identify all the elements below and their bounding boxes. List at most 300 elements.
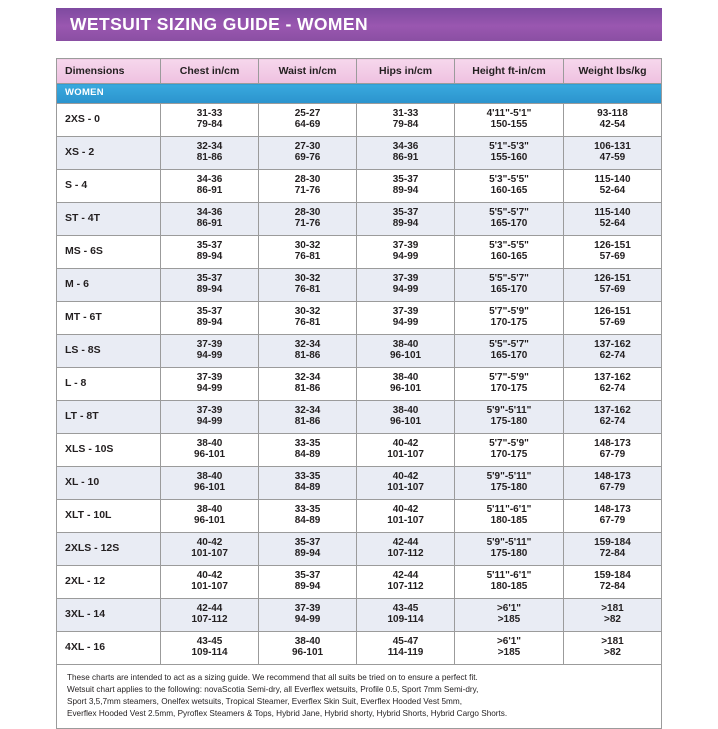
- value-cm: 81-86: [196, 152, 223, 163]
- row-waist: [259, 269, 357, 302]
- value-lbs: 148-173: [594, 438, 631, 450]
- value-ftin: 5'9"-5'11": [486, 537, 532, 549]
- value-cm: 79-84: [196, 119, 223, 130]
- value-cm: 69-76: [294, 152, 321, 163]
- value-kg: 67-79: [599, 449, 626, 460]
- footer-line-1: These charts are intended to act as a sizing guide. We recommend that all suits be tried on to ensure a perfect fit.: [67, 673, 478, 682]
- row-chest: [161, 632, 259, 665]
- row-chest: [161, 302, 259, 335]
- row-label: M - 6: [57, 269, 161, 302]
- column-header-waist: Waist in/cm: [259, 59, 357, 84]
- value-in: 34-36: [392, 141, 419, 153]
- value-kg: 57-69: [599, 251, 626, 262]
- value-kg: 47-59: [599, 152, 626, 163]
- row-weight: [563, 170, 661, 203]
- table-header: [57, 59, 662, 84]
- row-height: [455, 533, 564, 566]
- value-cm: 107-112: [387, 581, 424, 592]
- value-cm: 89-94: [392, 218, 419, 229]
- value-in: 42-44: [392, 537, 419, 549]
- value-cm: 114-119: [387, 647, 424, 658]
- row-label: LS - 8S: [57, 335, 161, 368]
- value-kg: >82: [603, 647, 621, 658]
- row-hips: [357, 203, 455, 236]
- value-cm: 170-175: [490, 317, 528, 328]
- row-hips: [357, 302, 455, 335]
- row-hips: [357, 335, 455, 368]
- row-waist: [259, 236, 357, 269]
- value-in: 35-37: [196, 273, 223, 285]
- table-section-header: [57, 84, 662, 104]
- row-waist: [259, 632, 357, 665]
- value-cm: 81-86: [294, 350, 321, 361]
- row-label: 2XS - 0: [57, 104, 161, 137]
- value-in: 43-45: [392, 603, 419, 615]
- value-cm: 94-99: [392, 251, 419, 262]
- value-cm: 64-69: [294, 119, 321, 130]
- value-cm: 71-76: [294, 218, 321, 229]
- row-height: [455, 632, 564, 665]
- table-row: [57, 500, 662, 533]
- value-in: 37-39: [196, 339, 223, 351]
- value-in: 33-35: [294, 471, 321, 483]
- value-cm: 96-101: [193, 482, 226, 493]
- row-waist: [259, 467, 357, 500]
- value-in: 37-39: [392, 273, 419, 285]
- value-cm: 71-76: [294, 185, 321, 196]
- row-weight: [563, 368, 661, 401]
- value-cm: 101-107: [191, 548, 228, 559]
- row-label: XLT - 10L: [57, 500, 161, 533]
- value-cm: 86-91: [196, 185, 223, 196]
- row-weight: [563, 401, 661, 434]
- row-label: L - 8: [57, 368, 161, 401]
- value-kg: 57-69: [599, 317, 626, 328]
- value-in: 32-34: [196, 141, 223, 153]
- row-weight: [563, 500, 661, 533]
- row-chest: [161, 236, 259, 269]
- value-in: 42-44: [196, 603, 223, 615]
- value-in: 28-30: [294, 174, 321, 186]
- row-waist: [259, 533, 357, 566]
- row-height: [455, 434, 564, 467]
- row-hips: [357, 236, 455, 269]
- table-row: [57, 269, 662, 302]
- footer-note: [56, 665, 662, 729]
- value-cm: 109-114: [191, 647, 228, 658]
- row-weight: [563, 632, 661, 665]
- value-kg: 72-84: [599, 581, 626, 592]
- row-weight: [563, 203, 661, 236]
- value-kg: 52-64: [599, 218, 626, 229]
- value-ftin: >6'1": [496, 603, 522, 615]
- table-row: [57, 302, 662, 335]
- row-chest: [161, 170, 259, 203]
- row-waist: [259, 104, 357, 137]
- value-cm: 101-107: [387, 482, 424, 493]
- row-height: [455, 104, 564, 137]
- table-row: [57, 170, 662, 203]
- value-cm: 155-160: [490, 152, 528, 163]
- table-row: [57, 104, 662, 137]
- row-hips: [357, 632, 455, 665]
- value-in: 40-42: [196, 570, 223, 582]
- row-chest: [161, 533, 259, 566]
- row-hips: [357, 170, 455, 203]
- row-hips: [357, 500, 455, 533]
- value-in: 37-39: [392, 306, 419, 318]
- table-row: [57, 335, 662, 368]
- value-cm: 94-99: [392, 284, 419, 295]
- value-in: 30-32: [294, 240, 321, 252]
- value-lbs: >181: [601, 636, 624, 648]
- value-cm: 180-185: [490, 515, 528, 526]
- value-kg: 62-74: [599, 350, 626, 361]
- sizing-table: [56, 58, 662, 665]
- row-chest: [161, 401, 259, 434]
- value-cm: 94-99: [196, 416, 223, 427]
- value-cm: 160-165: [490, 251, 528, 262]
- row-weight: [563, 566, 661, 599]
- value-cm: 89-94: [392, 185, 419, 196]
- value-cm: 170-175: [490, 383, 528, 394]
- row-weight: [563, 533, 661, 566]
- row-label: 3XL - 14: [57, 599, 161, 632]
- row-label: XS - 2: [57, 137, 161, 170]
- value-cm: 89-94: [196, 251, 223, 262]
- value-lbs: 137-162: [594, 372, 631, 384]
- value-in: 38-40: [392, 405, 419, 417]
- value-in: 37-39: [294, 603, 321, 615]
- row-waist: [259, 500, 357, 533]
- value-cm: 96-101: [389, 383, 422, 394]
- value-ftin: 5'11"-6'1": [486, 504, 532, 516]
- value-kg: 57-69: [599, 284, 626, 295]
- value-cm: 86-91: [392, 152, 419, 163]
- value-in: 35-37: [294, 570, 321, 582]
- row-hips: [357, 137, 455, 170]
- value-ftin: 5'9"-5'11": [486, 471, 532, 483]
- row-label: XLS - 10S: [57, 434, 161, 467]
- value-cm: 89-94: [294, 548, 321, 559]
- value-kg: 42-54: [599, 119, 626, 130]
- row-height: [455, 269, 564, 302]
- value-lbs: 148-173: [594, 504, 631, 516]
- value-ftin: 5'3"-5'5": [489, 240, 529, 252]
- row-waist: [259, 335, 357, 368]
- footer-line-2: Wetsuit chart applies to the following: novaScotia Semi-dry, all Everflex wetsuits, Profile 0.5, Sport 7mm Semi-dry,: [67, 684, 479, 694]
- row-hips: [357, 599, 455, 632]
- row-hips: [357, 401, 455, 434]
- value-ftin: 4'11"-5'1": [486, 108, 532, 120]
- value-cm: 89-94: [196, 317, 223, 328]
- table-row: [57, 533, 662, 566]
- value-in: 28-30: [294, 207, 321, 219]
- value-in: 34-36: [196, 207, 223, 219]
- value-in: 38-40: [196, 471, 223, 483]
- value-lbs: 159-184: [594, 570, 631, 582]
- value-ftin: >6'1": [496, 636, 522, 648]
- value-in: 30-32: [294, 273, 321, 285]
- value-kg: 72-84: [599, 548, 626, 559]
- row-waist: [259, 566, 357, 599]
- value-cm: 94-99: [392, 317, 419, 328]
- value-cm: 96-101: [389, 350, 422, 361]
- row-chest: [161, 500, 259, 533]
- row-height: [455, 500, 564, 533]
- row-weight: [563, 467, 661, 500]
- value-in: 31-33: [196, 108, 223, 120]
- value-ftin: 5'7"-5'9": [489, 372, 529, 384]
- row-weight: [563, 236, 661, 269]
- row-hips: [357, 566, 455, 599]
- row-waist: [259, 170, 357, 203]
- column-header-hips: Hips in/cm: [357, 59, 455, 84]
- value-in: 38-40: [392, 339, 419, 351]
- value-ftin: 5'7"-5'9": [489, 306, 529, 318]
- value-cm: 101-107: [191, 581, 228, 592]
- row-chest: [161, 368, 259, 401]
- value-cm: 81-86: [294, 416, 321, 427]
- value-in: 30-32: [294, 306, 321, 318]
- value-in: 35-37: [294, 537, 321, 549]
- value-kg: >82: [603, 614, 621, 625]
- value-cm: 175-180: [490, 416, 528, 427]
- value-cm: 89-94: [196, 284, 223, 295]
- row-height: [455, 599, 564, 632]
- value-cm: 101-107: [387, 449, 424, 460]
- row-weight: [563, 137, 661, 170]
- row-height: [455, 368, 564, 401]
- column-header-weight: Weight lbs/kg: [563, 59, 661, 84]
- value-cm: 76-81: [294, 284, 321, 295]
- row-chest: [161, 335, 259, 368]
- value-cm: 86-91: [196, 218, 223, 229]
- value-in: 35-37: [196, 240, 223, 252]
- section-label-women: WOMEN: [57, 84, 662, 104]
- row-label: 2XL - 12: [57, 566, 161, 599]
- row-weight: [563, 335, 661, 368]
- row-waist: [259, 401, 357, 434]
- value-in: 35-37: [196, 306, 223, 318]
- value-in: 33-35: [294, 438, 321, 450]
- row-height: [455, 302, 564, 335]
- value-ftin: 5'5"-5'7": [489, 273, 529, 285]
- value-cm: 84-89: [294, 449, 321, 460]
- row-label: 4XL - 16: [57, 632, 161, 665]
- value-lbs: 93-118: [597, 108, 628, 120]
- column-header-dimensions: Dimensions: [57, 59, 161, 84]
- value-cm: 81-86: [294, 383, 321, 394]
- row-label: LT - 8T: [57, 401, 161, 434]
- table-row: [57, 236, 662, 269]
- value-lbs: 126-151: [594, 306, 631, 318]
- footer-line-4: Everflex Hooded Vest 2.5mm, Pyroflex Steamers & Tops, Hybrid Jane, Hybrid shorty, Hybrid Shorts, Hybrid Cargo Shorts.: [67, 708, 508, 718]
- value-cm: 101-107: [387, 515, 424, 526]
- value-in: 45-47: [392, 636, 419, 648]
- row-label: 2XLS - 12S: [57, 533, 161, 566]
- value-cm: 109-114: [387, 614, 424, 625]
- table-row: [57, 566, 662, 599]
- table-row: [57, 632, 662, 665]
- value-in: 38-40: [196, 504, 223, 516]
- value-cm: 175-180: [490, 482, 528, 493]
- value-ftin: 5'5"-5'7": [489, 207, 529, 219]
- row-waist: [259, 599, 357, 632]
- row-hips: [357, 269, 455, 302]
- value-cm: 165-170: [490, 284, 528, 295]
- row-label: XL - 10: [57, 467, 161, 500]
- value-in: 31-33: [392, 108, 419, 120]
- value-cm: 94-99: [196, 350, 223, 361]
- value-cm: 165-170: [490, 350, 528, 361]
- value-lbs: 137-162: [594, 339, 631, 351]
- value-cm: >185: [497, 614, 521, 625]
- value-cm: 107-112: [387, 548, 424, 559]
- value-in: 40-42: [392, 504, 419, 516]
- row-chest: [161, 203, 259, 236]
- value-lbs: 115-140: [594, 174, 631, 186]
- value-cm: 160-165: [490, 185, 528, 196]
- table-row: [57, 368, 662, 401]
- value-lbs: 137-162: [594, 405, 631, 417]
- row-chest: [161, 104, 259, 137]
- value-lbs: 159-184: [594, 537, 631, 549]
- row-waist: [259, 203, 357, 236]
- value-lbs: 115-140: [594, 207, 631, 219]
- value-ftin: 5'1"-5'3": [489, 141, 529, 153]
- row-height: [455, 203, 564, 236]
- value-in: 32-34: [294, 339, 321, 351]
- row-height: [455, 170, 564, 203]
- table-row: [57, 203, 662, 236]
- page-title: WETSUIT SIZING GUIDE - WOMEN: [56, 8, 662, 41]
- row-chest: [161, 434, 259, 467]
- value-cm: 94-99: [196, 383, 223, 394]
- row-hips: [357, 467, 455, 500]
- footer-line-3: Sport 3,5,7mm steamers, Onelfex wetsuits, Tropical Steamer, Everflex Skin Suit, Everflex Hooded Vest 5mm,: [67, 696, 462, 706]
- value-kg: 67-79: [599, 515, 626, 526]
- value-in: 35-37: [392, 174, 419, 186]
- value-kg: 62-74: [599, 416, 626, 427]
- value-ftin: 5'7"-5'9": [489, 438, 529, 450]
- row-height: [455, 335, 564, 368]
- table-header-row: [57, 59, 662, 84]
- value-cm: 79-84: [392, 119, 419, 130]
- value-cm: 96-101: [389, 416, 422, 427]
- row-chest: [161, 566, 259, 599]
- row-label: S - 4: [57, 170, 161, 203]
- row-label: MT - 6T: [57, 302, 161, 335]
- table-body: [57, 84, 662, 665]
- value-in: 34-36: [196, 174, 223, 186]
- value-cm: 107-112: [191, 614, 228, 625]
- value-cm: >185: [497, 647, 521, 658]
- row-waist: [259, 434, 357, 467]
- value-cm: 165-170: [490, 218, 528, 229]
- value-ftin: 5'9"-5'11": [486, 405, 532, 417]
- value-in: 27-30: [294, 141, 321, 153]
- row-hips: [357, 434, 455, 467]
- value-cm: 150-155: [490, 119, 528, 130]
- row-chest: [161, 599, 259, 632]
- value-cm: 96-101: [291, 647, 324, 658]
- value-in: 35-37: [392, 207, 419, 219]
- column-header-height: Height ft-in/cm: [455, 59, 564, 84]
- value-in: 37-39: [196, 372, 223, 384]
- table-row: [57, 401, 662, 434]
- row-weight: [563, 434, 661, 467]
- value-in: 25-27: [294, 108, 321, 120]
- value-ftin: 5'11"-6'1": [486, 570, 532, 582]
- value-in: 42-44: [392, 570, 419, 582]
- row-chest: [161, 269, 259, 302]
- value-cm: 84-89: [294, 482, 321, 493]
- value-in: 33-35: [294, 504, 321, 516]
- row-waist: [259, 137, 357, 170]
- value-in: 38-40: [196, 438, 223, 450]
- value-lbs: 106-131: [594, 141, 631, 153]
- row-weight: [563, 104, 661, 137]
- row-height: [455, 467, 564, 500]
- row-weight: [563, 599, 661, 632]
- row-chest: [161, 467, 259, 500]
- value-lbs: 126-151: [594, 273, 631, 285]
- value-cm: 89-94: [294, 581, 321, 592]
- value-cm: 94-99: [294, 614, 321, 625]
- row-hips: [357, 368, 455, 401]
- value-in: 32-34: [294, 372, 321, 384]
- title-spacer: [56, 41, 662, 58]
- value-cm: 76-81: [294, 317, 321, 328]
- value-in: 37-39: [196, 405, 223, 417]
- table-row: [57, 137, 662, 170]
- value-lbs: 126-151: [594, 240, 631, 252]
- value-in: 40-42: [392, 438, 419, 450]
- value-in: 40-42: [392, 471, 419, 483]
- row-hips: [357, 533, 455, 566]
- row-hips: [357, 104, 455, 137]
- value-cm: 76-81: [294, 251, 321, 262]
- value-ftin: 5'3"-5'5": [489, 174, 529, 186]
- row-height: [455, 566, 564, 599]
- value-in: 37-39: [392, 240, 419, 252]
- value-cm: 96-101: [193, 449, 226, 460]
- value-in: 43-45: [196, 636, 223, 648]
- row-chest: [161, 137, 259, 170]
- value-ftin: 5'5"-5'7": [489, 339, 529, 351]
- table-row: [57, 467, 662, 500]
- value-lbs: 148-173: [594, 471, 631, 483]
- value-in: 38-40: [294, 636, 321, 648]
- value-kg: 67-79: [599, 482, 626, 493]
- value-cm: 84-89: [294, 515, 321, 526]
- value-in: 32-34: [294, 405, 321, 417]
- row-height: [455, 401, 564, 434]
- value-cm: 96-101: [193, 515, 226, 526]
- row-label: ST - 4T: [57, 203, 161, 236]
- table-row: [57, 434, 662, 467]
- table-row: [57, 599, 662, 632]
- row-weight: [563, 269, 661, 302]
- row-label: MS - 6S: [57, 236, 161, 269]
- value-cm: 175-180: [490, 548, 528, 559]
- value-in: 40-42: [196, 537, 223, 549]
- row-waist: [259, 302, 357, 335]
- value-kg: 62-74: [599, 383, 626, 394]
- row-height: [455, 236, 564, 269]
- column-header-chest: Chest in/cm: [161, 59, 259, 84]
